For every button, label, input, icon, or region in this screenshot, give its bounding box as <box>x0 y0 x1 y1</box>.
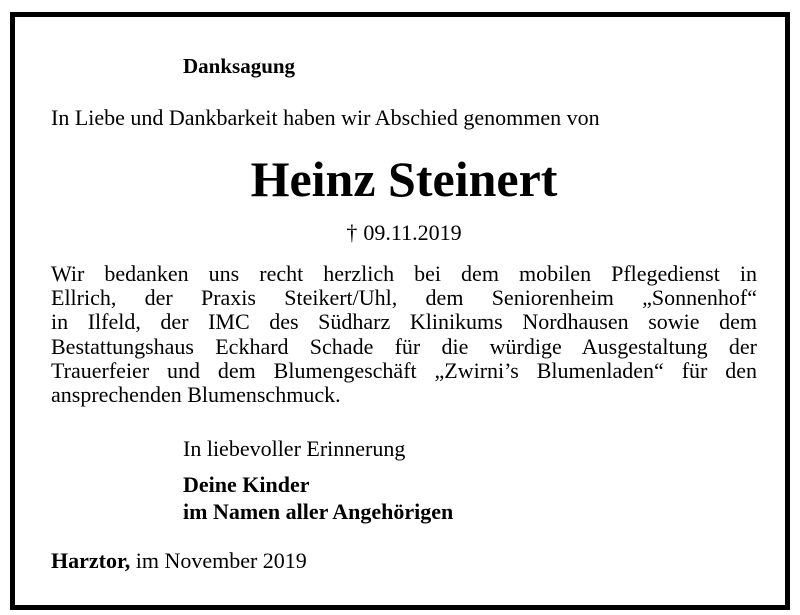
thanks-line: ansprechenden Blumenschmuck. <box>51 382 341 408</box>
signature-line: Deine Kinder <box>183 472 310 497</box>
intro-text: In Liebe und Dankbarkeit haben wir Abschied genommen von <box>51 105 600 130</box>
death-date-line <box>15 219 793 247</box>
dagger-icon: † <box>346 220 358 245</box>
death-date: 09.11.2019 <box>363 220 462 245</box>
signature-line: im Namen aller Angehörigen <box>183 499 454 524</box>
deceased-name: Heinz Steinert <box>250 151 558 207</box>
place-name: Harztor, <box>51 548 131 573</box>
thanks-paragraph <box>51 262 757 407</box>
obituary-notice <box>10 12 790 610</box>
notice-heading: Danksagung <box>183 54 296 78</box>
thanks-line: in Ilfeld, der IMC des Südharz Klinikums Nordhausen sowie dem <box>51 309 757 335</box>
memory-line: In liebevoller Erinnerung <box>183 436 406 461</box>
thanks-line: Trauerfeier und dem Blumengeschäft „Zwirni’s Blumenladen“ für den <box>51 357 757 383</box>
thanks-line: Wir bedanken uns recht herzlich bei dem mobilen Pflegedienst in <box>51 261 757 286</box>
thanks-line: Bestattungshaus Eckhard Schade für die würdige Ausgestaltung der <box>51 333 757 359</box>
thanks-line: Ellrich, der Praxis Steikert/Uhl, dem Seniorenheim „Sonnenhof“ <box>51 285 757 311</box>
signature-block <box>183 471 453 525</box>
date-text: im November 2019 <box>130 548 307 573</box>
place-date-line <box>51 547 307 575</box>
